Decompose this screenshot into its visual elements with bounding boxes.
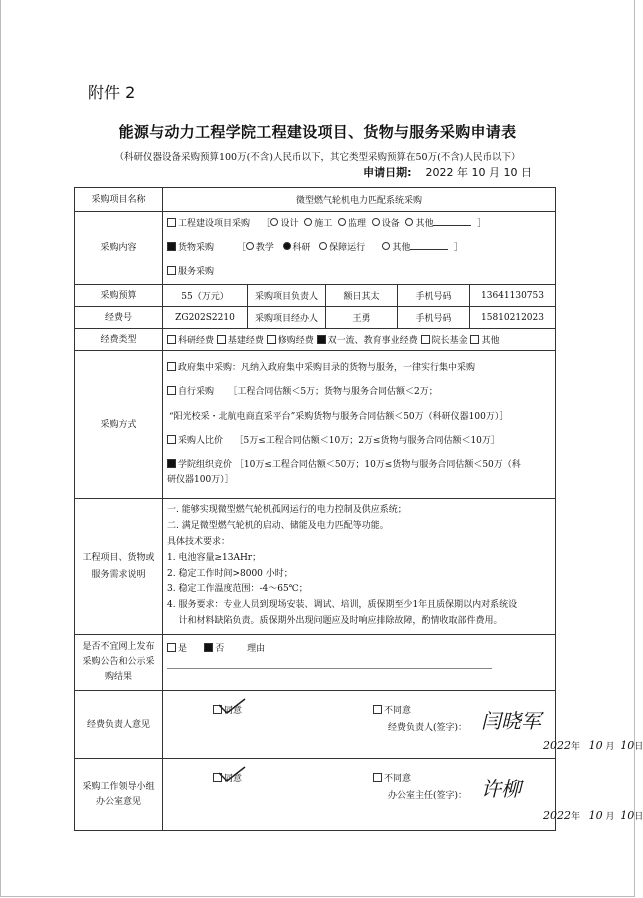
- row-budget: [75, 285, 556, 307]
- project-name-value: 微型燃气轮机电力匹配系统采购: [163, 188, 556, 212]
- office-day: 10: [620, 809, 635, 822]
- leader-label: 采购项目负责人: [248, 285, 326, 307]
- other-engineering-label: 其他: [415, 219, 434, 229]
- requirement-line: 计和材料缺陷负责。质保期外出现问题应及时响应排除故障，酌情收取部件费用。: [167, 615, 503, 626]
- construction-radio[interactable]: [304, 218, 312, 226]
- fund-no-value: ZG202S2210: [163, 307, 248, 329]
- checkmark-icon: [217, 697, 247, 717]
- compare-rule: ［5万≤工程合同估额＜10万；2万≤货物与服务合同估额＜10万］: [234, 436, 500, 446]
- method-cell: [163, 351, 556, 499]
- publish-yes-checkbox[interactable]: [167, 643, 176, 652]
- office-disagree-label: 不同意: [384, 774, 412, 784]
- other-fund-checkbox[interactable]: [470, 335, 479, 344]
- row-fund-no: [75, 307, 556, 329]
- publish-no-label: 否: [215, 644, 225, 654]
- design-label: 设计: [280, 219, 299, 229]
- service-label: 服务采购: [178, 267, 215, 277]
- publish-yes-label: 是: [178, 644, 188, 654]
- dean-fund-label: 院长基金: [431, 336, 468, 346]
- requirement-line: 1. 电池容量≥13AHr；: [167, 552, 262, 563]
- publish-reason-line[interactable]: [167, 668, 492, 669]
- method-government: [167, 356, 551, 381]
- bidding-label: 学院组织竞价: [178, 459, 233, 470]
- service-checkbox[interactable]: [167, 266, 176, 275]
- research-fund-label: 科研经费: [178, 336, 215, 346]
- other-goods-label: 其他: [392, 243, 411, 253]
- self-rule-2: “阳光校采・北航电商直采平台”采购货物与服务合同估额＜50万（科研仪器100万）］: [169, 411, 509, 422]
- date-value: 2022 年 10 月 10 日: [425, 166, 532, 179]
- publish-cell: [163, 635, 556, 691]
- operation-label: 保障运行: [329, 243, 366, 253]
- fund-head-month: 10: [588, 739, 603, 752]
- handler-phone-value: 15810212023: [470, 307, 556, 329]
- supervision-label: 监理: [347, 219, 366, 229]
- office-month: 10: [588, 809, 603, 822]
- office-signature: 许柳: [481, 777, 521, 801]
- self-label: 自行采购: [178, 387, 215, 397]
- fund-head-sign-label: 经费负责人(签字)：: [388, 723, 468, 733]
- fund-head-sign-date: [543, 739, 643, 752]
- other-engineering-blank[interactable]: [433, 216, 471, 226]
- research-fund-checkbox[interactable]: [167, 335, 176, 344]
- method-label: 采购方式: [75, 351, 163, 499]
- office-agree-label: 同意: [224, 774, 243, 784]
- page-title: 能源与动力工程学院工程建设项目、货物与服务采购申请表: [118, 123, 517, 141]
- other-engineering-radio[interactable]: [405, 218, 413, 226]
- row-requirements: [75, 499, 556, 635]
- publish-reason-label: 理由: [247, 644, 266, 654]
- method-self: [167, 380, 551, 405]
- method-compare: [167, 429, 551, 454]
- fund-head-label: 经费负责人意见: [75, 691, 163, 759]
- date-label: 申请日期:: [363, 166, 412, 179]
- office-sign-date: [543, 809, 643, 822]
- office-month-unit: 月: [605, 812, 615, 822]
- fund-head-agree-label: 同意: [224, 706, 243, 716]
- content-cell: [163, 212, 556, 285]
- office-day-unit: 日: [634, 812, 643, 822]
- fund-head-year-unit: 年: [571, 742, 581, 752]
- government-checkbox[interactable]: [167, 362, 176, 371]
- method-bidding: [167, 454, 551, 494]
- publish-no-checkbox[interactable]: [204, 643, 213, 652]
- requirement-line: 一. 能够实现微型燃气轮机孤网运行的电力控制及供应系统；: [167, 505, 407, 516]
- fund-head-month-unit: 月: [605, 742, 615, 752]
- fund-type-label: 经费类型: [75, 329, 163, 351]
- content-goods-line: 货物采购 ［ 教学 科研 保障运行 其他 ］: [167, 236, 551, 260]
- compare-checkbox[interactable]: [167, 435, 176, 444]
- publish-label: 是否不宜网上发布采购公告和公示采购结果: [75, 635, 163, 691]
- other-goods-radio[interactable]: [382, 242, 390, 250]
- fund-head-disagree: [373, 703, 411, 716]
- research-radio[interactable]: [283, 242, 291, 250]
- fund-head-day-unit: 日: [634, 742, 643, 752]
- requirement-line: 具体技术要求：: [167, 536, 231, 547]
- office-year: 2022: [543, 809, 571, 822]
- requirements-cell: [163, 499, 556, 635]
- fund-head-year: 2022: [543, 739, 571, 752]
- content-label: 采购内容: [75, 212, 163, 285]
- budget-value: 55（万元）: [163, 285, 248, 307]
- fund-type-options: [163, 329, 556, 351]
- fund-head-day: 10: [620, 739, 635, 752]
- equipment-label: 设备: [381, 219, 400, 229]
- row-office: [75, 759, 556, 831]
- design-radio[interactable]: [270, 218, 278, 226]
- bidding-rule-2: 研仪器100万）］: [167, 474, 234, 485]
- requirement-line: 4. 服务要求：专业人员到现场安装、调试、培训，质保期至少1年且质保期以内对系统设: [167, 600, 518, 611]
- research-label: 科研: [292, 243, 311, 253]
- office-cell: [163, 759, 643, 831]
- attachment-label: 附件 2: [88, 83, 136, 102]
- application-form-table: [74, 187, 643, 831]
- row-fund-type: [75, 329, 556, 351]
- row-method: [75, 351, 556, 499]
- requirement-line: 2. 稳定工作时间>8000 小时；: [167, 568, 293, 579]
- double-first-class-label: 双一流、教育事业经费: [327, 336, 418, 346]
- office-disagree-checkbox[interactable]: [373, 773, 382, 782]
- handler-value: 王勇: [326, 307, 398, 329]
- row-fund-head: [75, 691, 556, 759]
- office-year-unit: 年: [571, 812, 581, 822]
- handler-phone-label: 手机号码: [398, 307, 470, 329]
- row-content: [75, 212, 556, 285]
- compare-label: 采购人比价: [178, 436, 224, 446]
- repair-fund-checkbox[interactable]: [267, 335, 276, 344]
- office-disagree: [373, 771, 411, 784]
- leader-phone-value: 13641130753: [470, 285, 556, 307]
- equipment-radio[interactable]: [372, 218, 380, 226]
- fund-head-signature: 闫晓军: [481, 709, 541, 733]
- application-date: [363, 164, 532, 180]
- other-goods-blank[interactable]: [410, 240, 448, 250]
- checkmark-icon: [217, 765, 247, 785]
- handler-label: 采购项目经办人: [248, 307, 326, 329]
- construction-fund-label: 基建经费: [227, 336, 264, 346]
- goods-checkbox[interactable]: [167, 242, 176, 251]
- construction-label: 施工: [314, 219, 333, 229]
- content-service-line: [167, 260, 551, 284]
- double-first-class-checkbox[interactable]: [317, 335, 326, 344]
- fund-no-label: 经费号: [75, 307, 163, 329]
- other-fund-label: 其他: [481, 336, 500, 346]
- method-self-2: [167, 405, 551, 430]
- bidding-rule-1: ［10万≤工程合同估额＜50万；10万≤货物与服务合同估额＜50万（科: [234, 459, 521, 470]
- engineering-checkbox[interactable]: [167, 218, 176, 227]
- dean-fund-checkbox[interactable]: [421, 335, 430, 344]
- operation-radio[interactable]: [319, 242, 327, 250]
- goods-label: 货物采购: [178, 243, 215, 253]
- fund-head-disagree-checkbox[interactable]: [373, 705, 382, 714]
- leader-value: 额日其太: [326, 285, 398, 307]
- budget-label: 采购预算: [75, 285, 163, 307]
- project-name-label: 采购项目名称: [75, 188, 163, 212]
- fund-head-disagree-label: 不同意: [384, 706, 412, 716]
- leader-phone-label: 手机号码: [398, 285, 470, 307]
- page-subtitle: （科研仪器设备采购预算100万(不含)人民币以下，其它类型采购预算在50万(不含)人民币以下）: [114, 152, 521, 163]
- bidding-checkbox[interactable]: [167, 459, 176, 468]
- government-text: 政府集中采购：凡纳入政府集中采购目录的货物与服务，一律实行集中采购: [178, 362, 476, 373]
- teaching-radio[interactable]: [246, 242, 254, 250]
- self-checkbox[interactable]: [167, 386, 176, 395]
- teaching-label: 教学: [255, 243, 274, 253]
- row-project-name: [75, 188, 556, 212]
- requirement-line: 二. 满足微型燃气轮机的启动、储能及电力匹配等功能。: [167, 521, 389, 532]
- fund-head-cell: [163, 691, 643, 759]
- self-rule-1: ［工程合同估额＜5万；货物与服务合同估额＜2万；: [228, 387, 438, 397]
- repair-fund-label: 修购经费: [277, 336, 314, 346]
- office-label: 采购工作领导小组办公室意见: [75, 759, 163, 831]
- requirement-line: 3. 稳定工作温度范围：-4～65℃；: [167, 584, 308, 595]
- engineering-label: 工程建设项目采购: [178, 219, 251, 229]
- supervision-radio[interactable]: [338, 218, 346, 226]
- office-sign-label: 办公室主任(签字)：: [388, 791, 468, 801]
- content-engineering-line: 工程建设项目采购 ［ 设计 施工 监理 设备 其他 ］: [167, 212, 551, 236]
- row-publish: [75, 635, 556, 691]
- requirements-label: 工程项目、货物或服务需求说明: [75, 499, 163, 635]
- construction-fund-checkbox[interactable]: [217, 335, 226, 344]
